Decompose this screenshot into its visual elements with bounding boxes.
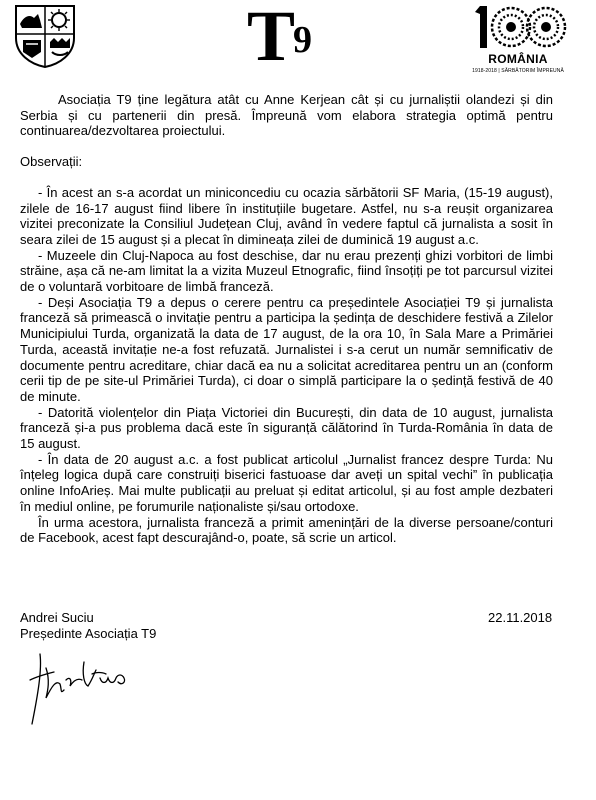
- observation-item: - În acest an s-a acordat un miniconcediu cu ocazia sărbătorii SF Maria, (15-19 august), zilele de 16-17 august fiind libere în instituțiile bugetare. Astfel, nu s-a reușit organizarea vizitei preconizate la Consiliul Județean Cluj, având în vedere faptul că jurnalista a sosit în seara zilei de 15 august și a plecat în dimineața zilei de duminică 19 august a.c.: [20, 184, 553, 247]
- letter-body: [20, 92, 553, 546]
- observation-item: - Muzeele din Cluj-Napoca au fost deschise, dar nu erau prezenți ghizi vorbitori de limbi străine, așa că ne-am limitat la a vizita Muzeul Etnografic, fiind însoțiți pe tot parcursul vizitei de o voluntară vorbitoare de limbă franceză.: [20, 247, 553, 295]
- letter-date: 22.11.2018: [488, 610, 553, 625]
- county-coat-of-arms-icon: [14, 4, 76, 68]
- signatory-name: Andrei Suciu: [20, 610, 94, 625]
- observations-heading: Observații:: [20, 154, 83, 170]
- observation-item: - Deși Asociația T9 a depus o cerere pentru ca președintele Asociației T9 și jurnalista franceză să primească o invitație pentru a participa la ședința de deschidere festivă a Zilelor Municipiului Turda, organizată la data de 17 august, de la ora 10, în Sala Mare a Primăriei Turda, această invitație ne-a fost refuzată. Jurnalistei i s-a cerut un număr semnificativ de documente pentru acreditare, chiar dacă ea nu a solicitat acreditarea pentru un an (conform cerii tip de pe site-ul Primăriei Turda), ci doar o simplă participare la o ședință festivă de 40 de minute.: [20, 294, 553, 404]
- intro-paragraph: Asociația T9 ține legătura atât cu Anne Kerjean cât și cu jurnaliștii olandezi și din Serbia și cu partenerii din presă. Împreună vom elabora strategia optimă pentru continuarea/dezvoltarea proiectului.: [20, 92, 553, 139]
- signatory-block: [20, 610, 156, 642]
- observation-item: - Datorită violențelor din Piața Victoriei din București, din data de 10 august, jurnalista franceză și-a pus problema dacă este în siguranță călătorind în Turda-România în data de 15 august.: [20, 404, 553, 452]
- handwritten-signature-icon: [26, 650, 136, 730]
- logo-letter: T: [247, 0, 294, 76]
- logo-superscript: 9: [293, 19, 311, 61]
- centenary-100-icon: [466, 2, 570, 52]
- observation-conclusion: În urma acestora, jurnalista franceză a primit amenințări de la diverse persoane/conturi de Facebook, acest fapt descurajând-o, poate, să scrie un articol.: [20, 514, 553, 546]
- centenary-tagline: 1918-2018 | SĂRBĂTORIM ÎMPREUNĂ: [472, 68, 564, 74]
- romania-centenary-logo: [466, 2, 570, 84]
- centenary-wordmark: ROMÂNIA: [488, 52, 548, 66]
- t9-logo: [247, 0, 311, 76]
- signatory-role: Președinte Asociația T9: [20, 626, 157, 641]
- observation-item: - În data de 20 august a.c. a fost publicat articolul „Jurnalist francez despre Turda: Nu înțeleg logica după care construiți biserici fastuoase dar aveți un spital vechi” în publicația online InfoArieș. Mai multe publicații au preluat și editat articolul, și au fost ample dezbateri în mediul online, pe forumurile naționaliste și/sau ortodoxe.: [20, 451, 553, 514]
- letterhead: [0, 0, 596, 90]
